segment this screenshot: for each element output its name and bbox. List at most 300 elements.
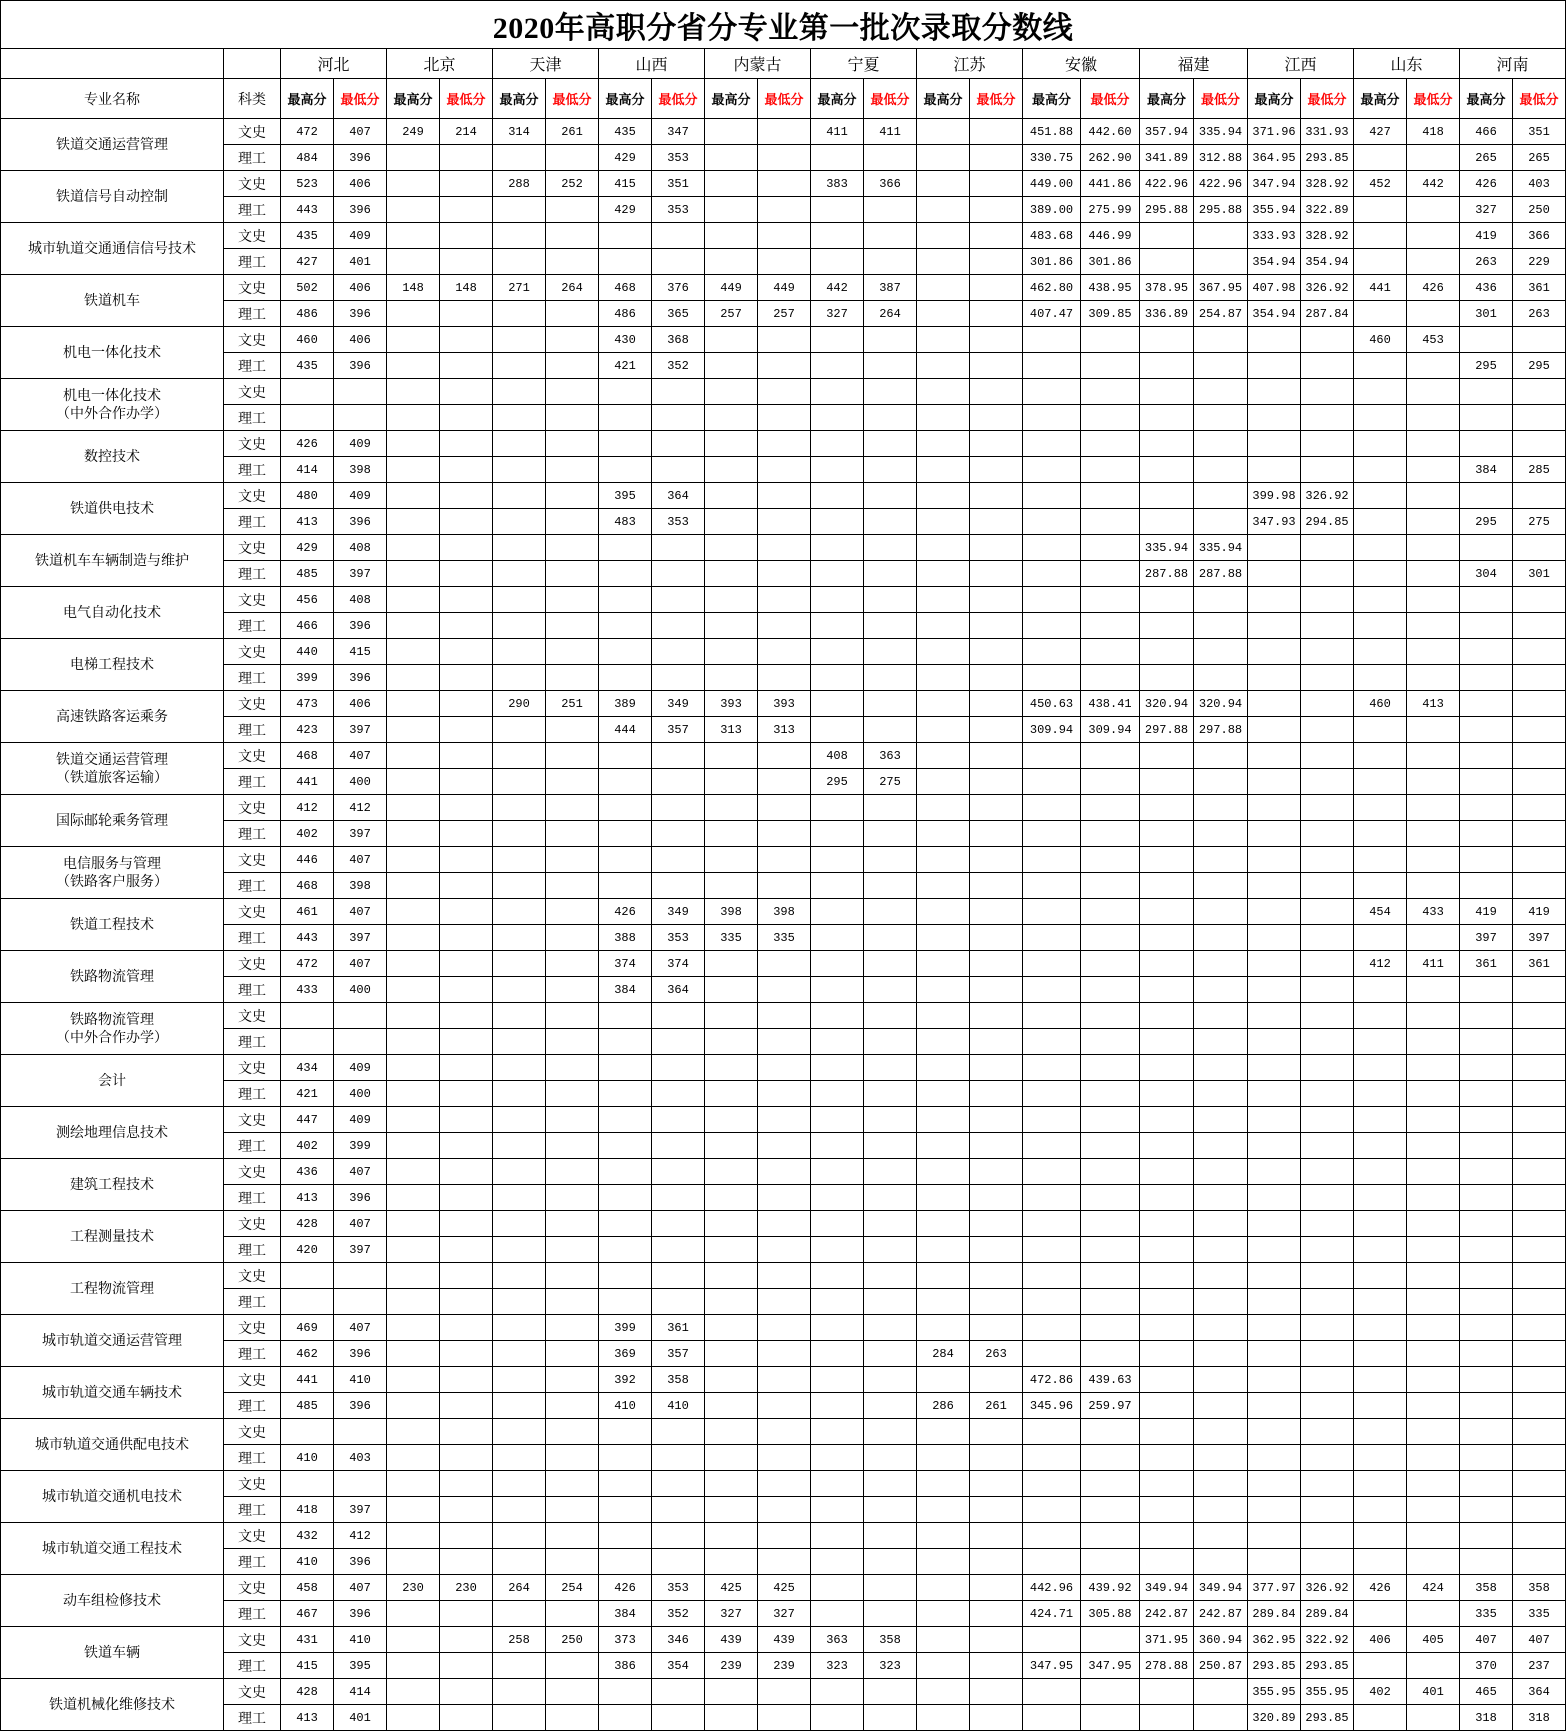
min-score-cell [758, 1393, 811, 1419]
max-score-cell [1460, 483, 1513, 509]
max-score-cell [1460, 1367, 1513, 1393]
max-score-cell: 443 [281, 925, 334, 951]
max-score-cell [1354, 1419, 1407, 1445]
min-score-cell [970, 509, 1023, 535]
max-score-cell [387, 1705, 440, 1731]
max-score-cell [1248, 1419, 1301, 1445]
max-score-cell [917, 899, 970, 925]
max-score-cell [1248, 1159, 1301, 1185]
max-score-cell [811, 1549, 864, 1575]
max-score-cell: 354.94 [1248, 301, 1301, 327]
max-score-cell [1248, 1393, 1301, 1419]
min-score-cell [758, 1081, 811, 1107]
min-score-cell [1081, 327, 1140, 353]
min-score-cell [546, 1367, 599, 1393]
max-score-cell [493, 1523, 546, 1549]
min-score-cell: 275 [864, 769, 917, 795]
min-score-cell [440, 171, 493, 197]
min-score-cell: 407 [334, 899, 387, 925]
min-score-cell [1081, 457, 1140, 483]
min-score-cell [864, 1081, 917, 1107]
max-score-cell [705, 197, 758, 223]
min-score-cell [1194, 873, 1248, 899]
max-score-cell [1354, 743, 1407, 769]
max-score-cell: 443 [281, 197, 334, 223]
major-name-cell [1, 899, 224, 951]
max-score-cell [1248, 769, 1301, 795]
min-score-cell [758, 1185, 811, 1211]
max-score-cell [387, 1211, 440, 1237]
max-score-cell [811, 561, 864, 587]
min-score-cell: 397 [334, 717, 387, 743]
min-score-cell: 295 [1513, 353, 1566, 379]
min-score-cell [652, 431, 705, 457]
min-score-cell [546, 483, 599, 509]
category-cell: 理工 [224, 1497, 281, 1523]
min-score-cell [1194, 977, 1248, 1003]
max-score-cell [917, 249, 970, 275]
min-score-cell [1194, 1393, 1248, 1419]
max-score-cell: 426 [1354, 1575, 1407, 1601]
max-score-cell [1354, 535, 1407, 561]
max-score-cell: 441 [281, 1367, 334, 1393]
category-cell: 理工 [224, 925, 281, 951]
min-score-cell [970, 691, 1023, 717]
major-name-cell [1, 951, 224, 1003]
max-score-cell [1140, 1107, 1194, 1133]
min-score-cell [1513, 1549, 1566, 1575]
max-score-cell [705, 1159, 758, 1185]
max-score-cell [387, 1055, 440, 1081]
min-score-cell: 259.97 [1081, 1393, 1140, 1419]
min-score-cell [970, 1211, 1023, 1237]
max-score-cell [1023, 1029, 1081, 1055]
min-score-cell: 410 [334, 1367, 387, 1393]
min-score-cell [758, 1497, 811, 1523]
max-score-cell [599, 1523, 652, 1549]
min-score-cell [1081, 587, 1140, 613]
min-score-cell [652, 1289, 705, 1315]
max-score-cell: 430 [599, 327, 652, 353]
max-score-cell [811, 1445, 864, 1471]
max-score-cell: 462.80 [1023, 275, 1081, 301]
max-score-cell [1460, 665, 1513, 691]
max-score-cell [1140, 1159, 1194, 1185]
min-score-cell [1194, 1471, 1248, 1497]
province-header: 天津 [493, 49, 599, 79]
max-score-cell [705, 1289, 758, 1315]
min-score-cell [1194, 457, 1248, 483]
max-score-cell [811, 613, 864, 639]
max-score-cell: 458 [281, 1575, 334, 1601]
min-score-cell [652, 1549, 705, 1575]
min-score-cell [758, 1003, 811, 1029]
max-score-cell [493, 1159, 546, 1185]
min-score-cell [758, 613, 811, 639]
max-score-cell: 483 [599, 509, 652, 535]
min-score-cell [970, 197, 1023, 223]
min-score-cell: 322.89 [1301, 197, 1354, 223]
max-score-cell [1354, 795, 1407, 821]
min-score-cell [1301, 925, 1354, 951]
max-score-cell [917, 1315, 970, 1341]
max-score-cell: 413 [281, 509, 334, 535]
max-score-cell [705, 223, 758, 249]
max-score-cell [493, 1419, 546, 1445]
major-name: 电信服务与管理 [63, 855, 161, 872]
max-score-cell [917, 1107, 970, 1133]
min-score-cell [334, 1029, 387, 1055]
max-score-cell [917, 1211, 970, 1237]
major-name-cell [1, 1627, 224, 1679]
min-score-cell: 411 [1407, 951, 1460, 977]
min-score-cell: 426 [1407, 275, 1460, 301]
max-score-cell [1140, 1523, 1194, 1549]
category-cell: 理工 [224, 717, 281, 743]
max-score-cell [917, 613, 970, 639]
min-score-cell [864, 665, 917, 691]
max-score-cell [811, 1523, 864, 1549]
major-note: （中外合作办学） [56, 405, 168, 422]
max-score-cell [705, 873, 758, 899]
min-score-cell [546, 1081, 599, 1107]
max-score-cell [1248, 1081, 1301, 1107]
max-score-cell [493, 847, 546, 873]
min-score-cell [970, 1289, 1023, 1315]
max-score-cell [811, 847, 864, 873]
min-score-header: 最低分 [1513, 79, 1566, 119]
min-score-cell: 446.99 [1081, 223, 1140, 249]
min-score-cell [758, 1029, 811, 1055]
max-score-cell [599, 1237, 652, 1263]
max-score-cell [705, 847, 758, 873]
max-score-cell: 426 [1460, 171, 1513, 197]
min-score-cell [440, 1679, 493, 1705]
max-score-cell: 374 [599, 951, 652, 977]
max-score-cell [811, 1133, 864, 1159]
min-score-header: 最低分 [758, 79, 811, 119]
min-score-cell [1301, 1159, 1354, 1185]
min-score-cell [652, 1471, 705, 1497]
max-score-cell: 441 [281, 769, 334, 795]
category-cell: 文史 [224, 171, 281, 197]
min-score-cell [652, 1133, 705, 1159]
min-score-cell [970, 1575, 1023, 1601]
province-header: 宁夏 [811, 49, 917, 79]
max-score-cell [493, 457, 546, 483]
max-score-cell [917, 1471, 970, 1497]
min-score-cell [1194, 1263, 1248, 1289]
min-score-cell [546, 1107, 599, 1133]
max-score-cell [493, 561, 546, 587]
min-score-cell: 353 [652, 145, 705, 171]
max-score-cell [1023, 1263, 1081, 1289]
major-name: 铁路物流管理 [70, 1011, 154, 1028]
major-name-cell [1, 223, 224, 275]
max-score-cell [387, 1393, 440, 1419]
max-score-cell [599, 1211, 652, 1237]
max-score-cell [1354, 1289, 1407, 1315]
min-score-cell [1407, 1601, 1460, 1627]
major-name-cell [1, 275, 224, 327]
max-score-cell [1248, 1549, 1301, 1575]
min-score-cell: 301.86 [1081, 249, 1140, 275]
major-name: 铁道供电技术 [70, 500, 154, 517]
max-score-cell [811, 717, 864, 743]
min-score-cell [970, 1679, 1023, 1705]
min-score-cell [758, 1523, 811, 1549]
min-score-cell [1194, 353, 1248, 379]
min-score-cell: 413 [1407, 691, 1460, 717]
min-score-cell [440, 1341, 493, 1367]
max-score-cell [705, 249, 758, 275]
min-score-cell: 439 [758, 1627, 811, 1653]
min-score-cell [546, 1211, 599, 1237]
max-score-cell [811, 1601, 864, 1627]
max-score-cell [387, 379, 440, 405]
category-cell: 理工 [224, 1445, 281, 1471]
min-score-cell [1407, 1445, 1460, 1471]
min-score-cell [440, 977, 493, 1003]
max-score-cell [493, 1653, 546, 1679]
max-score-cell [1354, 1705, 1407, 1731]
max-score-cell [917, 977, 970, 1003]
max-score-cell: 304 [1460, 561, 1513, 587]
min-score-cell: 254.87 [1194, 301, 1248, 327]
max-score-cell [1023, 821, 1081, 847]
min-score-cell: 396 [334, 613, 387, 639]
min-score-cell: 351 [652, 171, 705, 197]
min-score-cell [1301, 1523, 1354, 1549]
max-score-cell [1248, 1237, 1301, 1263]
max-score-cell [705, 327, 758, 353]
min-score-cell [1301, 1263, 1354, 1289]
min-score-cell [1194, 431, 1248, 457]
max-score-cell [599, 431, 652, 457]
major-name-cell [1, 1471, 224, 1523]
max-score-cell [387, 613, 440, 639]
min-score-cell [1513, 1341, 1566, 1367]
max-score-cell: 384 [599, 977, 652, 1003]
max-score-cell [1023, 665, 1081, 691]
max-score-cell: 402 [1354, 1679, 1407, 1705]
max-score-cell [1460, 1081, 1513, 1107]
max-score-cell [1248, 1263, 1301, 1289]
min-score-header: 最低分 [334, 79, 387, 119]
max-score-cell [1023, 743, 1081, 769]
max-score-cell [1354, 1003, 1407, 1029]
max-score-cell: 345.96 [1023, 1393, 1081, 1419]
min-score-cell [546, 847, 599, 873]
min-score-cell [1194, 1497, 1248, 1523]
min-score-cell [1194, 1159, 1248, 1185]
min-score-cell: 312.88 [1194, 145, 1248, 171]
min-score-cell [652, 1003, 705, 1029]
max-score-cell [387, 847, 440, 873]
max-score-cell [387, 795, 440, 821]
min-score-cell [1194, 1185, 1248, 1211]
max-score-header: 最高分 [811, 79, 864, 119]
min-score-cell: 322.92 [1301, 1627, 1354, 1653]
min-score-cell [1301, 1237, 1354, 1263]
max-score-cell [1023, 1107, 1081, 1133]
max-score-cell: 428 [281, 1679, 334, 1705]
min-score-cell [864, 509, 917, 535]
min-score-cell: 360.94 [1194, 1627, 1248, 1653]
max-score-cell [1140, 1679, 1194, 1705]
min-score-cell [758, 1341, 811, 1367]
min-score-cell [1081, 925, 1140, 951]
max-score-cell: 420 [281, 1237, 334, 1263]
max-score-cell [1460, 1107, 1513, 1133]
min-score-cell [970, 1601, 1023, 1627]
min-score-cell [1407, 353, 1460, 379]
max-score-cell [493, 821, 546, 847]
max-score-cell [917, 561, 970, 587]
min-score-cell [1301, 1289, 1354, 1315]
major-name: 电气自动化技术 [63, 604, 161, 621]
category-cell: 文史 [224, 327, 281, 353]
min-score-cell: 309.85 [1081, 301, 1140, 327]
min-score-cell [970, 795, 1023, 821]
min-score-cell: 407 [334, 743, 387, 769]
max-score-cell: 407 [1460, 1627, 1513, 1653]
max-score-cell [1460, 613, 1513, 639]
min-score-cell [440, 405, 493, 431]
max-score-cell [811, 1081, 864, 1107]
min-score-cell [652, 379, 705, 405]
min-score-cell [1301, 1055, 1354, 1081]
min-score-cell [864, 353, 917, 379]
min-score-cell [864, 457, 917, 483]
max-score-cell [599, 1003, 652, 1029]
category-cell: 理工 [224, 301, 281, 327]
min-score-cell [970, 327, 1023, 353]
min-score-cell [1513, 1419, 1566, 1445]
max-score-cell [1140, 1029, 1194, 1055]
max-score-cell [705, 1419, 758, 1445]
min-score-cell [546, 1341, 599, 1367]
min-score-cell [1081, 1523, 1140, 1549]
max-score-cell: 402 [281, 821, 334, 847]
max-score-cell [1248, 717, 1301, 743]
min-score-cell [1513, 1393, 1566, 1419]
min-score-cell [758, 1133, 811, 1159]
min-score-cell [864, 535, 917, 561]
max-score-cell [1354, 821, 1407, 847]
max-score-cell [917, 847, 970, 873]
max-score-cell: 295 [811, 769, 864, 795]
max-score-cell: 392 [599, 1367, 652, 1393]
max-score-cell [387, 1679, 440, 1705]
min-score-cell: 261 [546, 119, 599, 145]
min-score-cell [864, 821, 917, 847]
min-score-cell [652, 821, 705, 847]
min-score-cell [546, 1133, 599, 1159]
min-score-cell: 419 [1513, 899, 1566, 925]
max-score-cell: 454 [1354, 899, 1407, 925]
min-score-cell: 335.94 [1194, 535, 1248, 561]
max-score-cell [1140, 899, 1194, 925]
max-score-cell [705, 1003, 758, 1029]
max-score-cell [811, 665, 864, 691]
max-score-cell [811, 483, 864, 509]
min-score-cell [970, 1029, 1023, 1055]
max-score-cell [1023, 873, 1081, 899]
min-score-cell [1301, 379, 1354, 405]
max-score-cell [599, 1679, 652, 1705]
min-score-cell [864, 717, 917, 743]
max-score-cell: 399 [599, 1315, 652, 1341]
max-score-cell: 435 [599, 119, 652, 145]
max-score-cell [1140, 613, 1194, 639]
max-score-header: 最高分 [493, 79, 546, 119]
min-score-cell [758, 197, 811, 223]
min-score-cell: 361 [1513, 951, 1566, 977]
max-score-cell [1140, 1549, 1194, 1575]
max-score-cell [811, 1575, 864, 1601]
max-score-cell: 347.94 [1248, 171, 1301, 197]
category-cell: 理工 [224, 561, 281, 587]
category-cell: 文史 [224, 1159, 281, 1185]
min-score-cell [546, 587, 599, 613]
max-score-cell [599, 847, 652, 873]
category-cell: 理工 [224, 821, 281, 847]
min-score-cell [758, 1237, 811, 1263]
min-score-cell [1513, 717, 1566, 743]
max-score-cell [281, 1419, 334, 1445]
min-score-cell [1194, 1133, 1248, 1159]
max-score-cell [1248, 457, 1301, 483]
min-score-cell: 254 [546, 1575, 599, 1601]
min-score-cell [440, 379, 493, 405]
min-score-cell [440, 925, 493, 951]
min-score-cell [1513, 1055, 1566, 1081]
max-score-cell [281, 1003, 334, 1029]
min-score-cell [546, 1029, 599, 1055]
max-score-cell: 384 [599, 1601, 652, 1627]
min-score-cell [440, 1705, 493, 1731]
max-score-cell [1248, 821, 1301, 847]
min-score-cell [1301, 1133, 1354, 1159]
max-score-cell [1354, 145, 1407, 171]
max-score-cell [1354, 1055, 1407, 1081]
max-score-cell [1354, 1653, 1407, 1679]
min-score-cell: 264 [864, 301, 917, 327]
min-score-cell: 407 [334, 1211, 387, 1237]
min-score-cell [440, 613, 493, 639]
min-score-cell: 301 [1513, 561, 1566, 587]
min-score-cell [864, 691, 917, 717]
max-score-cell [1248, 873, 1301, 899]
max-score-cell [493, 1341, 546, 1367]
min-score-cell: 403 [334, 1445, 387, 1471]
min-score-header: 最低分 [1081, 79, 1140, 119]
max-score-cell: 370 [1460, 1653, 1513, 1679]
min-score-cell: 396 [334, 197, 387, 223]
province-header: 安徽 [1023, 49, 1140, 79]
max-score-cell [493, 223, 546, 249]
max-score-cell [1460, 847, 1513, 873]
min-score-cell [970, 587, 1023, 613]
max-score-cell [705, 1107, 758, 1133]
max-score-cell [1354, 1471, 1407, 1497]
min-score-cell [1513, 327, 1566, 353]
category-cell: 理工 [224, 1081, 281, 1107]
min-score-cell [440, 1055, 493, 1081]
max-score-cell [811, 951, 864, 977]
max-score-cell [493, 1549, 546, 1575]
